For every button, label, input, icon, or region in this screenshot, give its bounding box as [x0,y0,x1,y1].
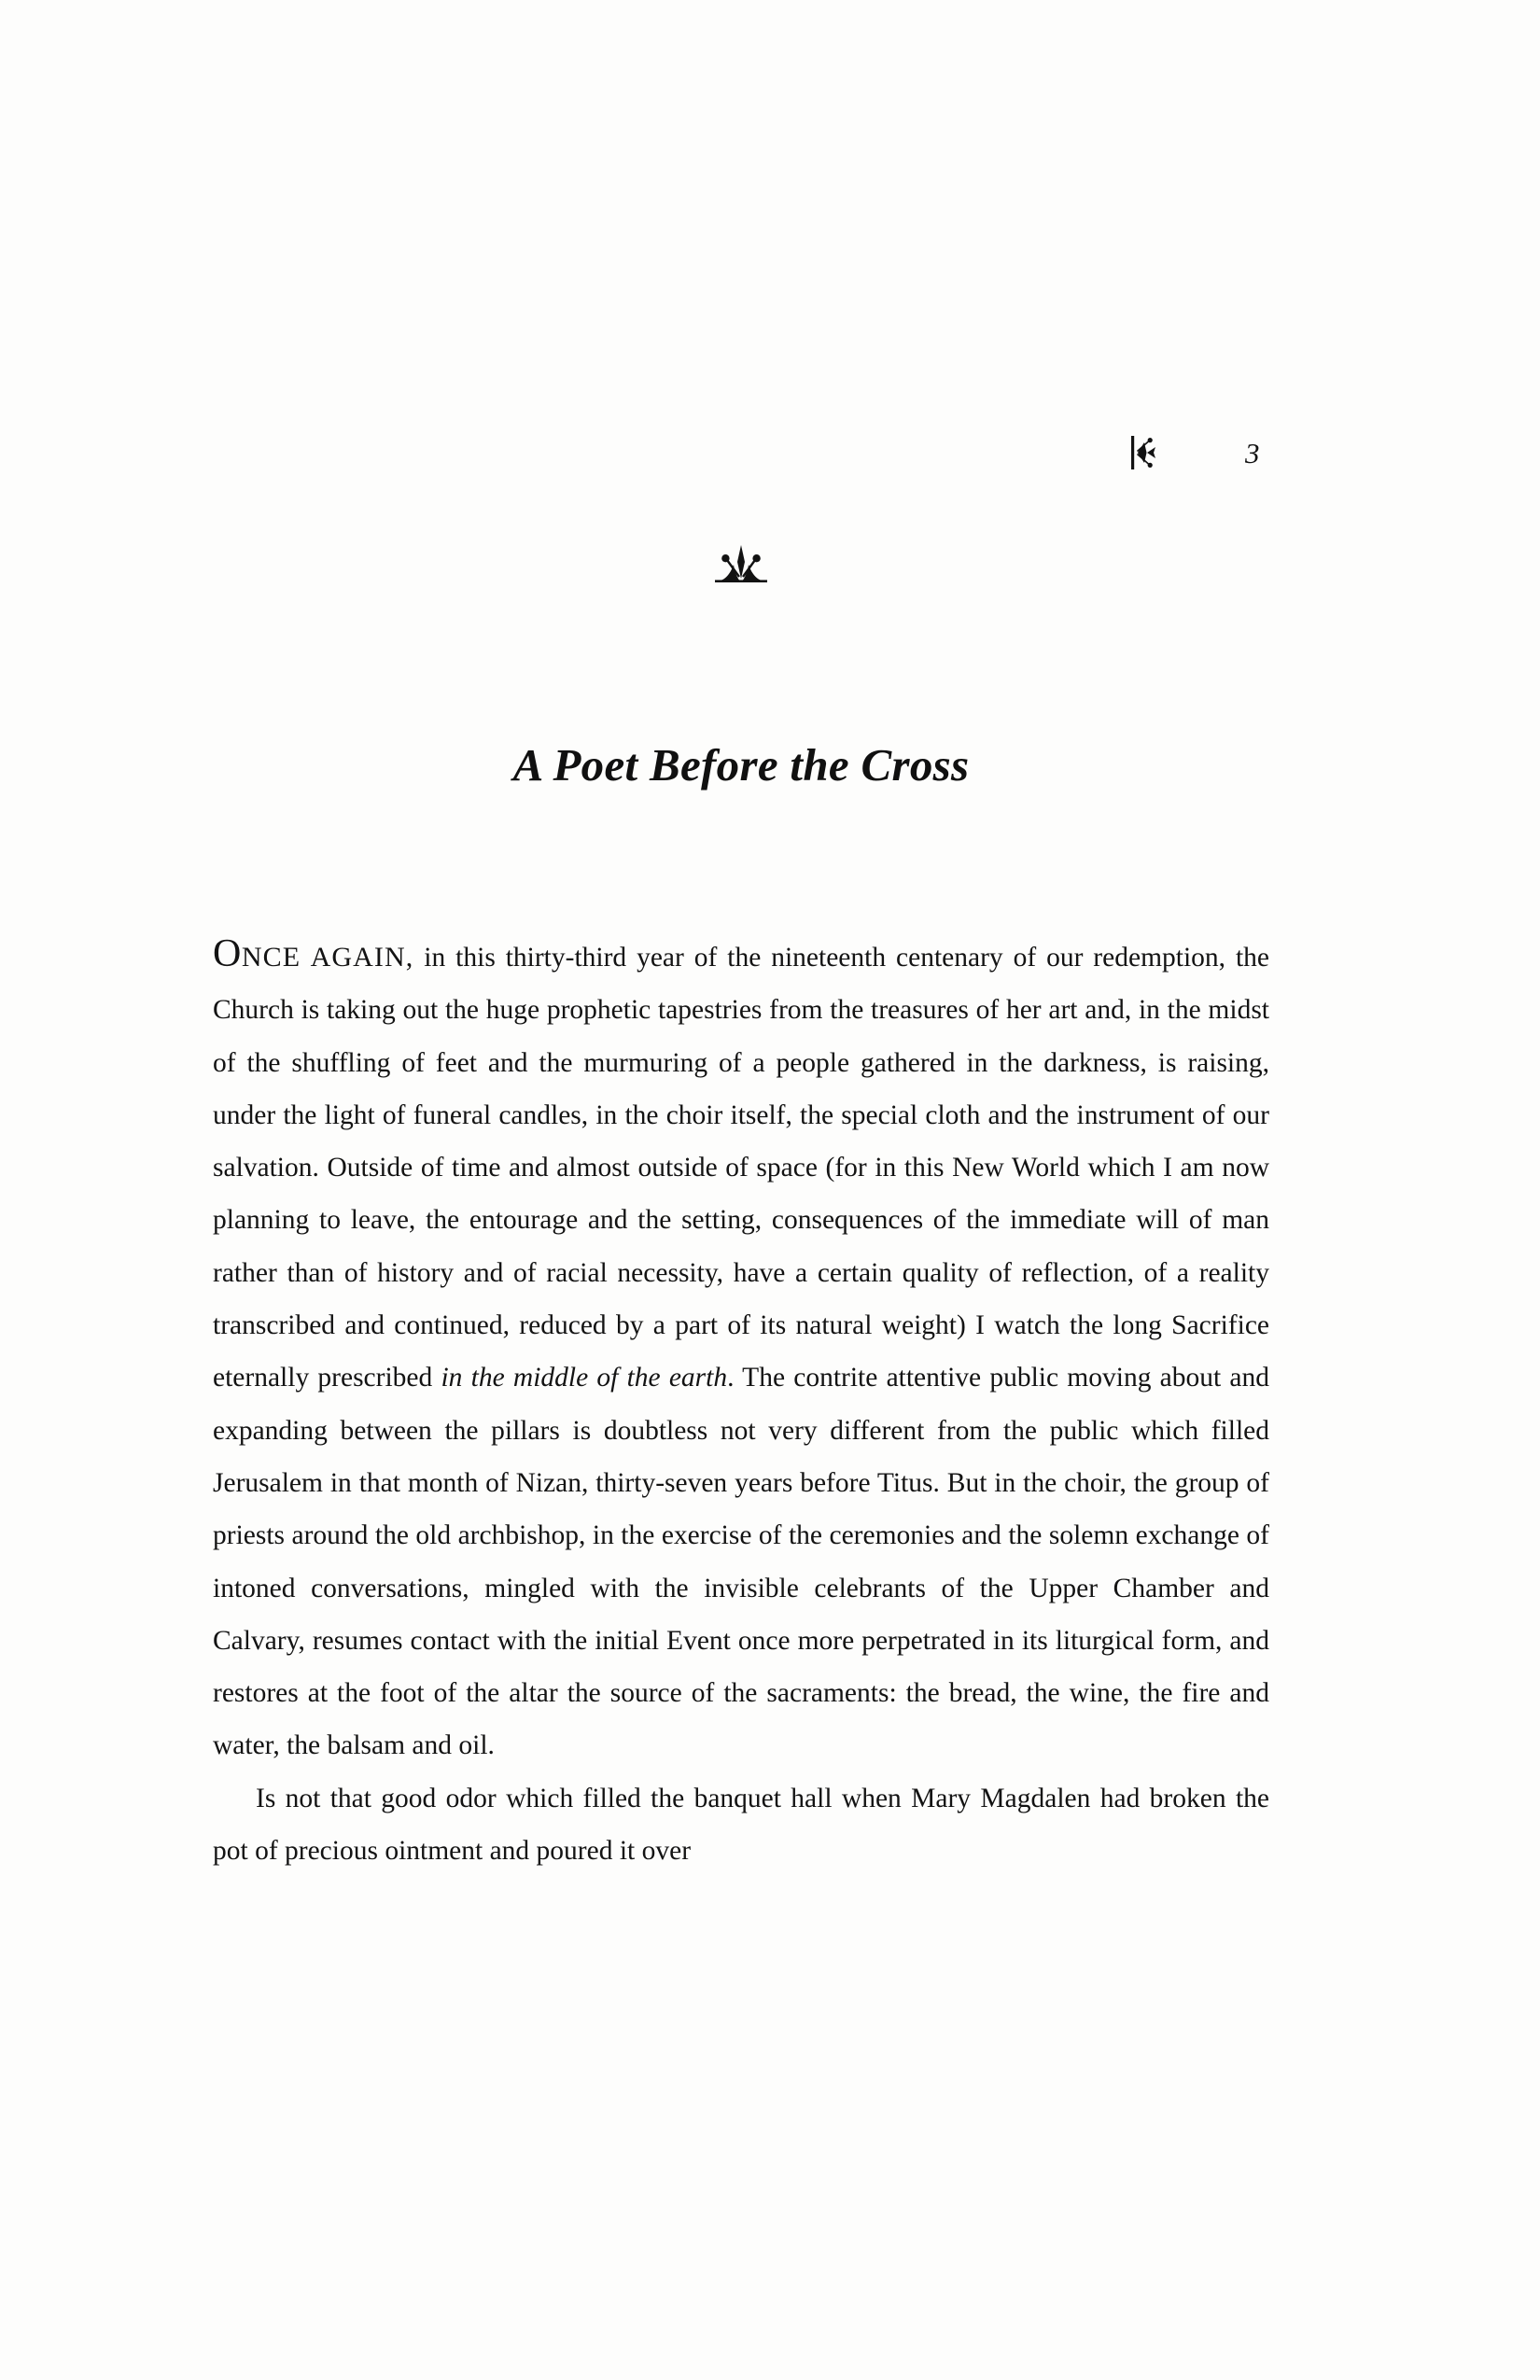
paragraph-1-text-b: . The contrite attentive public moving about and expanding between the pillars is doubtless not very different from the public which filled Jerusalem in that month of Nizan, thirty-seven years before Titus. But in the choir, the group of priests around the old archbishop, in the exercise of the ceremonies and the solemn exchange of intoned conversations, mingled with the invisible celebrants of the Upper Chamber and Calvary, resumes contact with the initial Event once more perpetrated in its liturgical form, and restores at the foot of the altar the source of the sacraments: the bread, the wine, the fire and water, the balsam and oil. [213,1363,1270,1761]
fleuron-ornament-icon [711,539,771,588]
half-fleuron-ornament-icon [1131,434,1163,471]
paragraph-1 [213,931,1269,1772]
opening-smallcaps: NCE AGAIN, [241,942,414,973]
opening-capital: O [213,932,242,975]
paragraph-1-text-a: in this thirty-third year of the nineteenth centenary of our redemption, the Church is taking out the huge prophetic tapestries from the treasures of her art and, in the midst of the shuffling of feet and the murmuring of a people gathered in the darkness, is raising, under the light of funeral candles, in the choir itself, the special cloth and the instrument of our salvation. Outside of time and almost outside of space (for in this New World which I am now planning to leave, the entourage and the setting, consequences of the immediate will of man rather than of history and of racial necessity, have a certain quality of reflection, of a reality transcribed and continued, reduced by a part of its natural weight) I watch the long Sacrifice eternally prescribed [213,943,1269,1393]
italic-phrase-middle-of-the-earth: in the middle of the earth [441,1363,728,1393]
page-number: 3 [1245,436,1260,469]
body-text [213,931,1269,1877]
chapter-ornament [0,539,1540,588]
running-head [213,425,1269,481]
chapter-title: A Poet Before the Cross [512,738,970,791]
paragraph-2: Is not that good odor which filled the banquet hall when Mary Magdalen had broken the pot of precious ointment and poured it over [213,1783,1269,1867]
